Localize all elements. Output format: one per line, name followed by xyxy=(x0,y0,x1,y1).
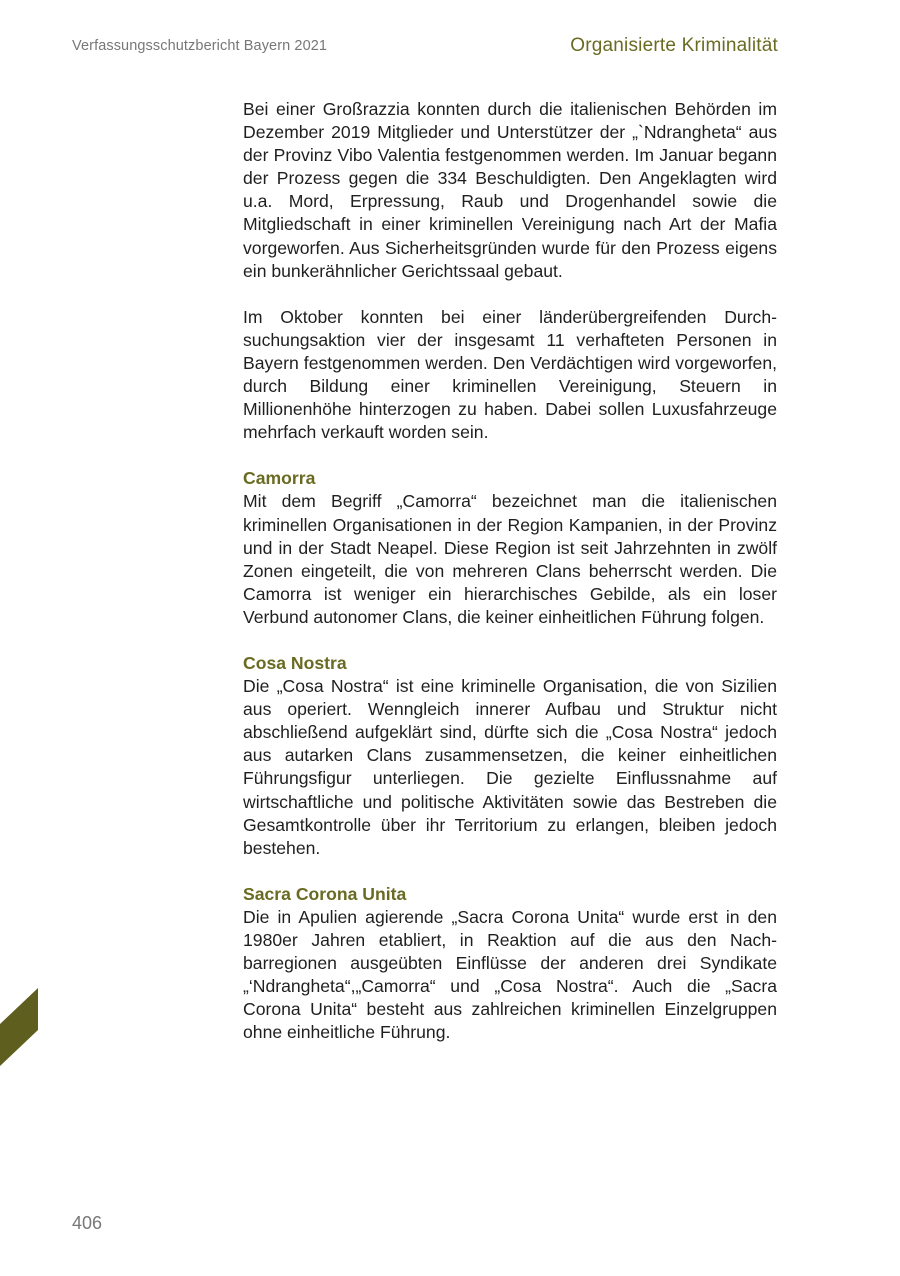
paragraph-spacer xyxy=(243,629,777,652)
page-edge-marker xyxy=(0,988,38,1066)
page-number: 406 xyxy=(72,1213,103,1233)
running-header-publication: Verfassungsschutzbericht Bayern 2021 xyxy=(72,38,328,54)
paragraph-grossrazzia: Bei einer Großrazzia konnten durch die italienischen Behörden im Dezember 2019 Mitglieder und Unterstützer der „`Ndrangheta“ aus der Provinz Vibo Valentia festgenommen werden. Im Januar begann der Prozess gegen die 334 Beschuldigten. Den Angeklagten wird u.a. Mord, Erpressung, Raub und Drogenhandel sowie die Mitgliedschaft in einer kriminellen Vereinigung nach Art der Mafia vorgeworfen. Aus Sicherheitsgründen wurde für den Prozess eigens ein bunkerähnlicher Gerichtssaal gebaut. xyxy=(243,99,777,281)
paragraph-spacer xyxy=(243,860,777,883)
paragraph-spacer xyxy=(243,444,777,467)
section-text-sacra-corona-unita: Die in Apulien agierende „Sacra Corona Unita“ wurde erst in den 1980er Jahren etabliert, in Reaktion auf die aus den Nachbarregionen ausgeübten Einflüsse der anderen drei Syndikate „‘Ndrangheta“,„Camorra“ und „Cosa Nostra“. Auch die „Sacra Corona Unita“ besteht aus zahlreichen kriminellen Einzelgruppen ohne einheitliche Führung. xyxy=(243,906,777,1043)
section-text-cosa-nostra: Die „Cosa Nostra“ ist eine kriminelle Organisation, die von Sizilien aus operiert. Wenngleich innerer Aufbau und Struktur nicht abschließend aufgeklärt sind, dürfte sich die „Cosa Nostra“ jedoch aus autarken Clans zusammensetzen, die keiner einheitlichen Führungsfigur unterliegen. Die gezielte Einflussnahme auf wirtschaftliche und politische Aktivitäten sowie das Bestreben die Gesamtkontrolle über ihr Territorium zu erlangen, bleiben jedoch bestehen. xyxy=(243,676,777,858)
section-title-sacra-corona-unita: Sacra Corona Unita xyxy=(243,883,407,904)
running-header-chapter: Organisierte Kriminalität xyxy=(570,35,778,56)
section-text-camorra: Mit dem Begriff „Camorra“ bezeichnet man die italienischen kriminellen Organisationen in der Region Kampanien, in der Provinz und in der Stadt Neapel. Diese Region ist seit Jahrzehnten in zwölf Zonen eingeteilt, die von mehreren Clans beherrscht werden. Die Camorra ist weniger ein hierarchisches Gebilde, als ein loser Verbund autonomer Clans, die keiner einheitlichen Führung folgen. xyxy=(243,491,777,627)
paragraph-spacer xyxy=(243,283,777,306)
section-title-camorra: Camorra xyxy=(243,468,316,489)
main-content xyxy=(243,98,777,1044)
paragraph-durchsuchungsaktion: Im Oktober konnten bei einer länderübergreifenden Durchsuchungsaktion vier der insgesamt 11 verhafteten Personen in Bayern festgenommen werden. Den Verdächtigen wird vorgeworfen, durch Bildung einer kriminellen Vereinigung, Steuern in Millionenhöhe hinterzogen zu haben. Dabei sollen Luxusfahrzeuge mehrfach verkauft worden sein. xyxy=(243,306,777,443)
section-title-cosa-nostra: Cosa Nostra xyxy=(243,652,347,673)
